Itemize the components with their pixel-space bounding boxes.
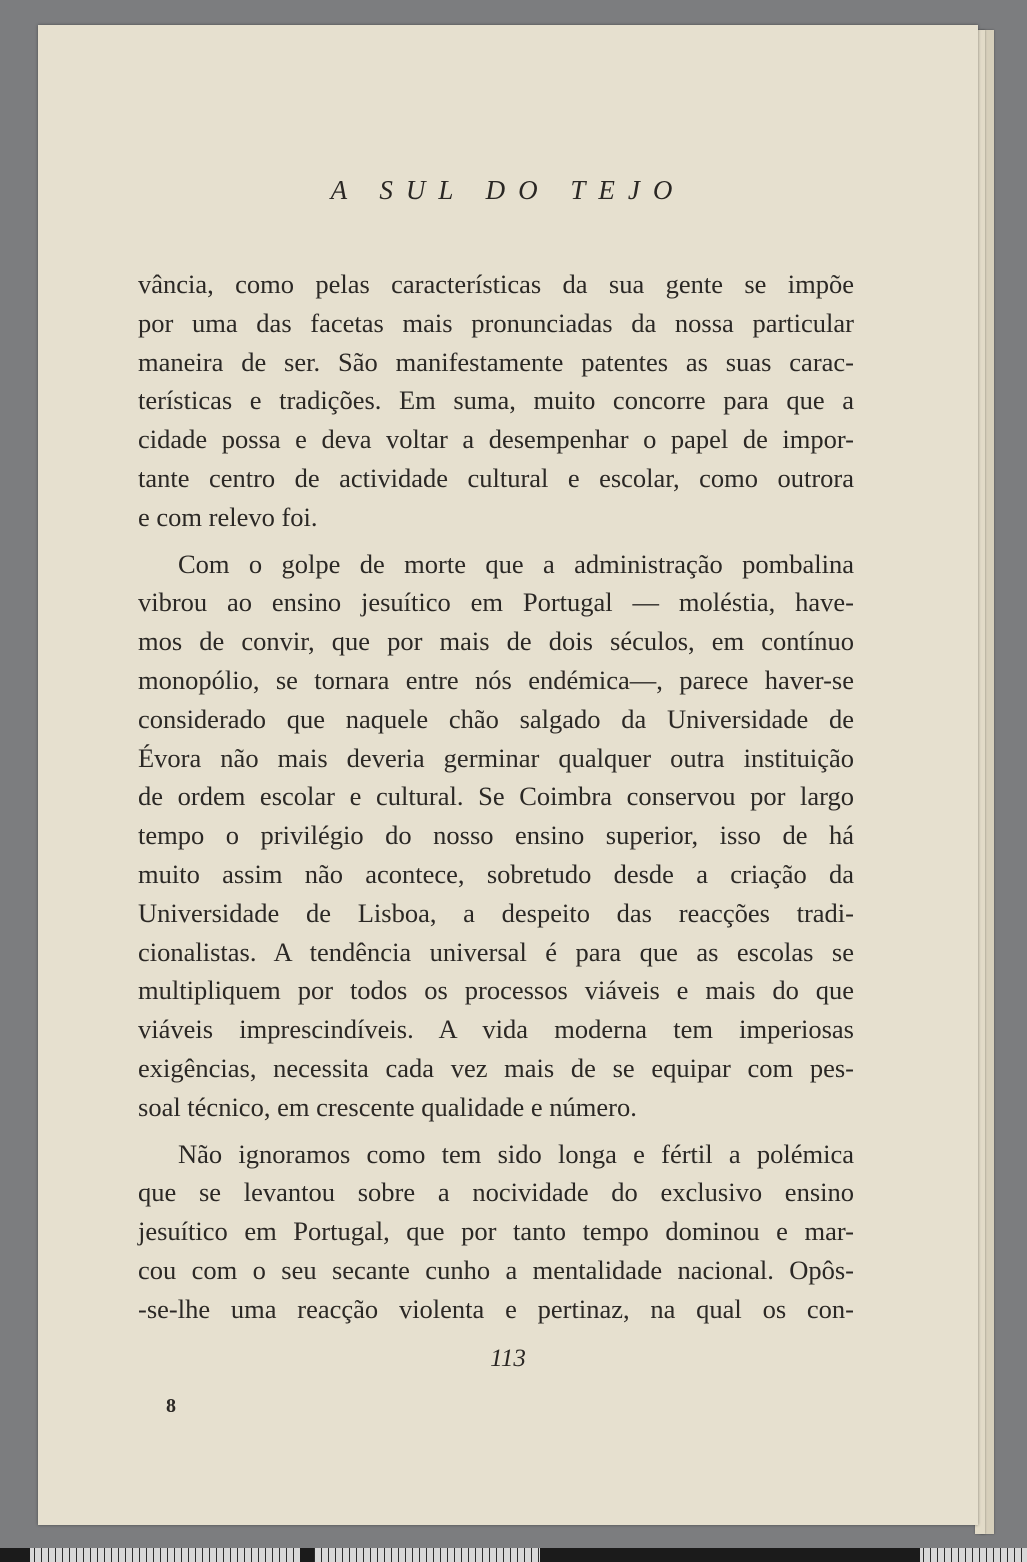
text-line: Évora não mais deveria germinar qualquer outra instituição (138, 742, 854, 773)
text-line: Com o golpe de morte que a administração pombalina (178, 548, 854, 579)
paragraph-gap (138, 537, 854, 545)
paragraph (138, 1135, 854, 1329)
text-line: exigências, necessita cada vez mais de se equipar com pes- (138, 1052, 854, 1083)
text-line: tempo o privilégio do nosso ensino superior, isso de há (138, 820, 854, 851)
text-line: por uma das facetas mais pronunciadas da nossa particular (138, 307, 854, 338)
text-line: cou com o seu secante cunho a mentalidade nacional. Opôs- (138, 1254, 854, 1285)
running-head: A SUL DO TEJO (330, 175, 686, 205)
text-line: muito assim não acontece, sobretudo desde a criação da (138, 858, 854, 889)
text-line: mos de convir, que por mais de dois séculos, em contínuo (138, 626, 854, 657)
text-line: Não ignoramos como tem sido longa e fértil a polémica (178, 1138, 854, 1169)
text-line: monopólio, se tornara entre nós endémica—, parece haver-se (138, 664, 854, 695)
text-line: vância, como pelas características da sua gente se impõe (138, 269, 854, 299)
text-line: jesuítico em Portugal, que por tanto tempo dominou e mar- (138, 1216, 854, 1247)
text-line: Universidade de Lisboa, a despeito das reacções tradi- (138, 897, 854, 928)
text-line: vibrou ao ensino jesuítico em Portugal — moléstia, have- (138, 587, 854, 618)
text-line: soal técnico, em crescente qualidade e número. (138, 1091, 637, 1122)
paragraph-gap (138, 1127, 854, 1135)
text-line: multipliquem por todos os processos viáveis e mais do que (138, 975, 854, 1006)
text-line: de ordem escolar e cultural. Se Coimbra conservou por largo (138, 781, 854, 812)
text-line: -se-lhe uma reacção violenta e pertinaz, na qual os con- (138, 1293, 854, 1324)
page-number: 113 (490, 1345, 526, 1372)
text-line: cionalistas. A tendência universal é para que as escolas se (138, 936, 854, 967)
paragraph (138, 265, 854, 537)
text-line: e com relevo foi. (138, 501, 318, 532)
text-line: terísticas e tradições. Em suma, muito concorre para que a (138, 385, 854, 416)
body-text (138, 265, 854, 1329)
book-page (38, 25, 978, 1525)
text-line: que se levantou sobre a nocividade do exclusivo ensino (138, 1177, 854, 1208)
text-line: maneira de ser. São manifestamente patentes as suas carac- (138, 346, 854, 377)
scan-scale-bar (0, 1548, 1027, 1562)
signature-mark: 8 (166, 1395, 176, 1417)
text-line: cidade possa e deva voltar a desempenhar o papel de impor- (138, 424, 854, 455)
paragraph (138, 545, 854, 1127)
text-line: viáveis imprescindíveis. A vida moderna tem imperiosas (138, 1014, 854, 1045)
text-line: tante centro de actividade cultural e escolar, como outrora (138, 462, 854, 493)
text-line: considerado que naquele chão salgado da Universidade de (138, 703, 854, 734)
